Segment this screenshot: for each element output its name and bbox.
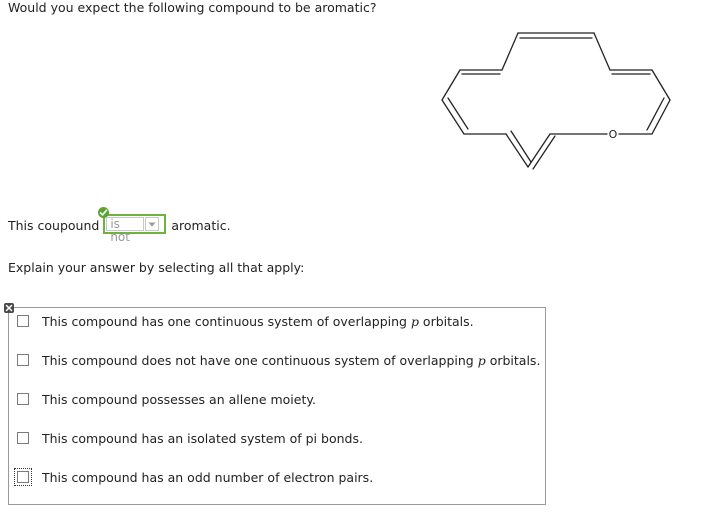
option-odd-electron-pairs[interactable] — [17, 468, 373, 486]
checkbox[interactable] — [17, 315, 29, 327]
option-label: This compound does not have one continuous system of overlapping p orbitals. — [42, 352, 541, 368]
explain-prompt: Explain your answer by selecting all that apply: — [8, 260, 305, 275]
answer-suffix: aromatic. — [171, 218, 231, 233]
checkbox[interactable] — [17, 393, 29, 405]
option-label: This compound possesses an allene moiety. — [42, 391, 316, 407]
answer-sentence — [8, 208, 231, 244]
oxygen-atom-label: O — [608, 128, 618, 141]
options-group — [8, 307, 546, 505]
option-isolated-pi-bonds[interactable] — [17, 429, 363, 447]
option-continuous-overlap[interactable] — [17, 312, 474, 330]
answer-prefix: This coupound — [8, 218, 100, 233]
checkbox[interactable] — [17, 471, 29, 483]
option-no-continuous-overlap[interactable] — [17, 351, 540, 369]
question-text: Would you expect the following compound to be aromatic? — [8, 0, 377, 15]
chevron-down-icon[interactable] — [145, 217, 159, 231]
molecule-structure-image — [430, 22, 680, 182]
option-allene-moiety[interactable] — [17, 390, 316, 408]
option-label: This compound has one continuous system of overlapping p orbitals. — [42, 313, 474, 329]
aromatic-select-value: is not — [106, 217, 144, 231]
checkbox[interactable] — [17, 432, 29, 444]
option-label: This compound has an isolated system of pi bonds. — [42, 430, 363, 446]
option-label: This compound has an odd number of electron pairs. — [42, 469, 374, 485]
correct-check-icon — [98, 207, 109, 218]
aromatic-select[interactable] — [103, 214, 166, 244]
incorrect-x-icon — [4, 303, 14, 313]
checkbox[interactable] — [17, 354, 29, 366]
